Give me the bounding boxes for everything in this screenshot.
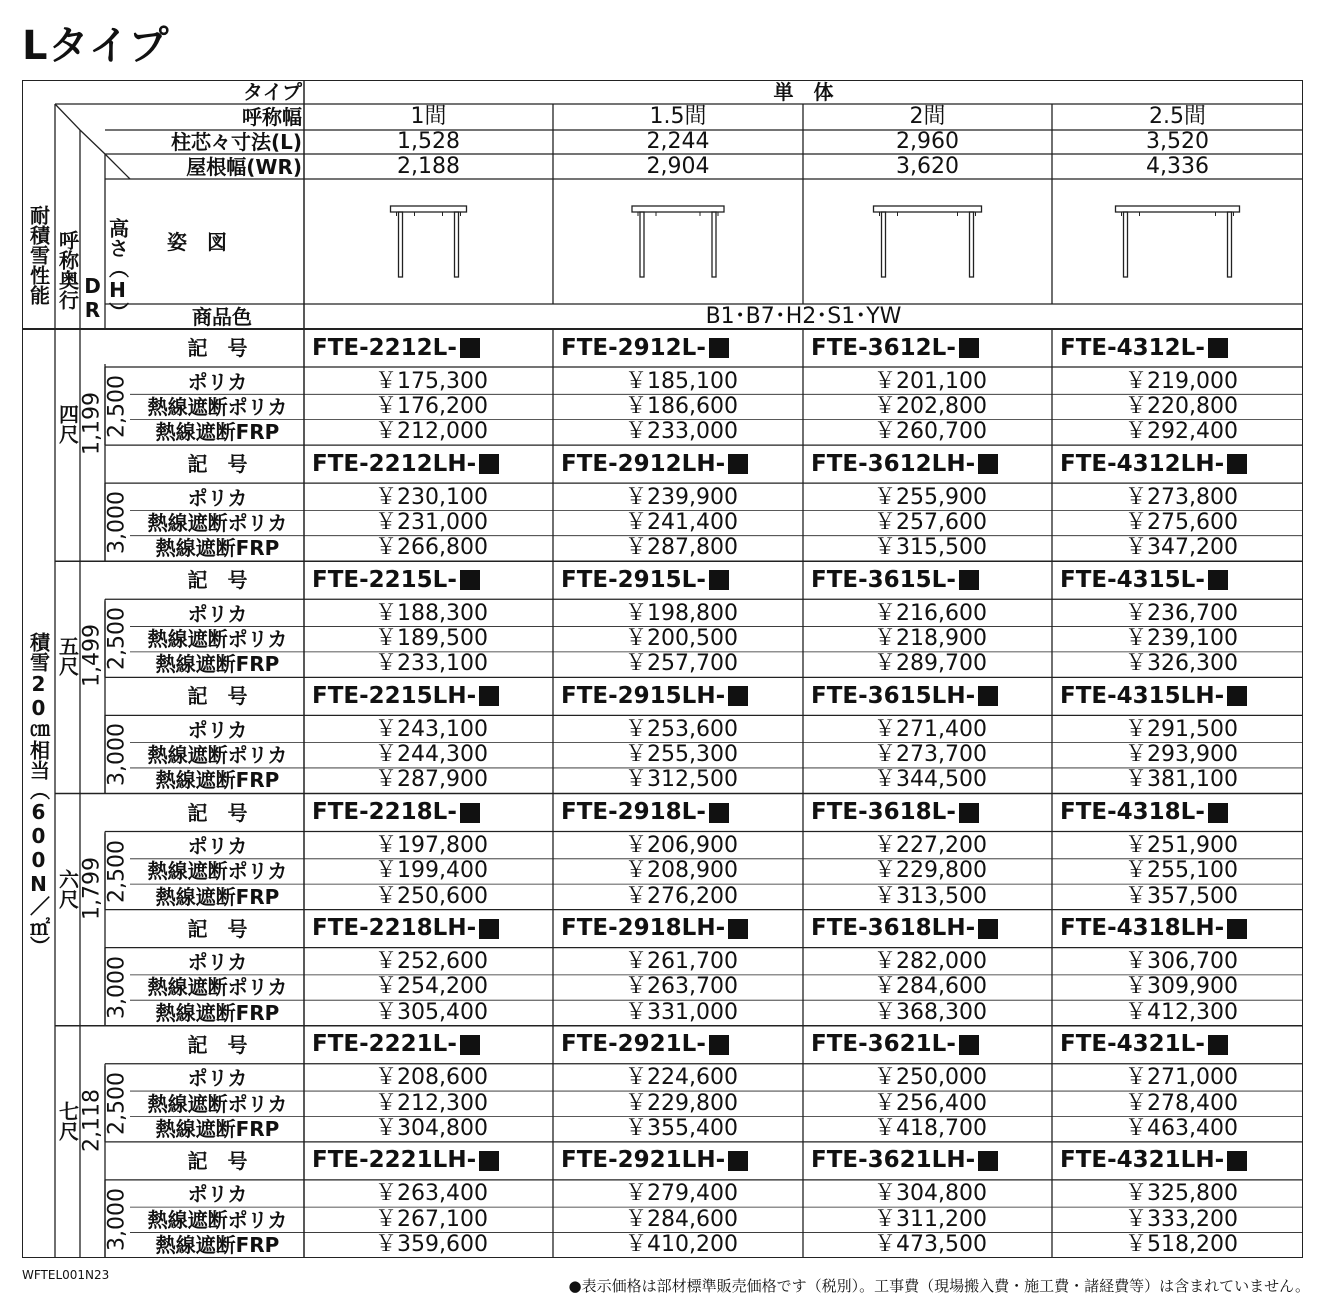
- material-label: ポリカ: [187, 485, 248, 510]
- roof-value: 2,188: [397, 153, 460, 179]
- price: ￥473,500: [874, 1231, 987, 1257]
- kigo-label: 記 号: [187, 1148, 248, 1173]
- color-code-box: [728, 919, 748, 939]
- model-code: FTE-2221LH-: [312, 1142, 553, 1180]
- color-code-box: [460, 570, 480, 590]
- price: ￥201,100: [874, 368, 987, 394]
- price: ￥229,800: [625, 1090, 738, 1116]
- price: ￥230,100: [375, 484, 488, 510]
- model-code: FTE-2218LH-: [312, 910, 553, 948]
- color-code-box: [460, 1035, 480, 1055]
- elevation-figure: [874, 206, 982, 277]
- price: ￥357,500: [1125, 883, 1238, 909]
- price: ￥220,800: [1125, 393, 1238, 419]
- color-code-box: [728, 454, 748, 474]
- color-code-box: [709, 803, 729, 823]
- price: ￥271,000: [1125, 1065, 1238, 1091]
- material-label: 熱線遮断ポリカ: [147, 859, 288, 884]
- material-label: 熱線遮断ポリカ: [147, 743, 288, 768]
- price-table: [22, 80, 1303, 1258]
- kigo-label: 記 号: [187, 916, 248, 941]
- price: ￥287,800: [625, 535, 738, 561]
- color-code-box: [479, 1151, 499, 1171]
- height-value: 2,500: [104, 375, 130, 439]
- kigo-label: 記 号: [187, 452, 248, 477]
- price: ￥333,200: [1125, 1206, 1238, 1232]
- model-code: FTE-3612LH-: [811, 445, 1052, 483]
- model-code: FTE-2921L-: [561, 1026, 803, 1064]
- price: ￥311,200: [874, 1206, 987, 1232]
- dr-value: 2,118: [79, 1089, 105, 1153]
- price: ￥304,800: [874, 1181, 987, 1207]
- model-code: FTE-2212LH-: [312, 445, 553, 483]
- width-value: 1間: [410, 104, 447, 129]
- material-label: 熱線遮断ポリカ: [147, 627, 288, 652]
- model-code: FTE-2212L-: [312, 329, 553, 367]
- depth-name: 五尺: [55, 636, 80, 677]
- model-code: FTE-4315L-: [1060, 561, 1303, 599]
- model-code: FTE-4312L-: [1060, 329, 1303, 367]
- color-code-box: [1208, 803, 1228, 823]
- material-label: 熱線遮断FRP: [155, 1232, 280, 1257]
- height-value: 3,000: [104, 1188, 130, 1252]
- price: ￥197,800: [375, 833, 488, 858]
- snow-load-label: 積雪20㎝相当（600N／㎡）: [26, 631, 51, 956]
- price: ￥224,600: [625, 1065, 738, 1091]
- document-code: WFTEL001N23: [22, 1268, 110, 1282]
- material-label: 熱線遮断ポリカ: [147, 394, 288, 419]
- price: ￥284,600: [625, 1206, 738, 1232]
- model-code: FTE-3618LH-: [811, 910, 1052, 948]
- nominal-width-label: 呼称幅: [242, 105, 302, 129]
- price: ￥287,900: [375, 767, 488, 793]
- price: ￥188,300: [375, 600, 488, 626]
- model-code: FTE-4318L-: [1060, 794, 1303, 832]
- price: ￥227,200: [874, 833, 987, 858]
- price: ￥255,900: [874, 484, 987, 510]
- color-code-box: [709, 570, 729, 590]
- price: ￥273,700: [874, 742, 987, 768]
- dr-label: DR: [80, 273, 105, 322]
- price: ￥275,600: [1125, 509, 1238, 535]
- model-code: FTE-2912LH-: [561, 445, 803, 483]
- height-value: 3,000: [104, 956, 130, 1020]
- material-label: 熱線遮断FRP: [155, 652, 280, 677]
- height-value: 2,500: [104, 607, 130, 671]
- price: ￥289,700: [874, 651, 987, 677]
- price: ￥293,900: [1125, 742, 1238, 768]
- snow-performance-label: 耐積雪性能: [26, 205, 51, 305]
- roof-value: 3,620: [896, 153, 959, 179]
- price: ￥368,300: [874, 999, 987, 1025]
- page-title: Lタイプ: [22, 23, 170, 69]
- price: ￥347,200: [1125, 535, 1238, 561]
- dr-value: 1,199: [79, 392, 105, 456]
- depth-name: 七尺: [55, 1100, 80, 1141]
- model-code: FTE-2218L-: [312, 794, 553, 832]
- price: ￥233,000: [625, 419, 738, 445]
- price: ￥257,700: [625, 651, 738, 677]
- color-code-box: [959, 338, 979, 358]
- elevation-figure: [391, 206, 467, 277]
- price: ￥331,000: [625, 999, 738, 1025]
- roof-value: 4,336: [1146, 153, 1209, 179]
- pillar-value: 2,244: [646, 129, 710, 154]
- price: ￥418,700: [874, 1115, 987, 1141]
- depth-name: 四尺: [55, 404, 80, 444]
- kigo-label: 記 号: [187, 1032, 248, 1057]
- price: ￥208,900: [625, 858, 738, 884]
- material-label: 熱線遮断ポリカ: [147, 1091, 288, 1116]
- material-label: ポリカ: [187, 950, 248, 975]
- model-code: FTE-4321L-: [1060, 1026, 1303, 1064]
- material-label: ポリカ: [187, 601, 248, 626]
- material-label: 熱線遮断FRP: [155, 1116, 280, 1141]
- material-label: ポリカ: [187, 369, 248, 394]
- model-code: FTE-4321LH-: [1060, 1142, 1303, 1180]
- model-code: FTE-4318LH-: [1060, 910, 1303, 948]
- price: ￥325,800: [1125, 1181, 1238, 1207]
- price: ￥251,900: [1125, 833, 1238, 858]
- price-note: ●表示価格は部材標準販売価格です（税別）。工事費（現場搬入費・施工費・諸経費等）は含まれていません。: [568, 1277, 1310, 1295]
- price: ￥202,800: [874, 393, 987, 419]
- height-value: 3,000: [104, 723, 130, 787]
- price: ￥199,400: [375, 858, 488, 884]
- price: ￥218,900: [874, 626, 987, 652]
- price: ￥255,100: [1125, 858, 1238, 884]
- price: ￥284,600: [874, 974, 987, 1000]
- height-label: 高さ（H）: [105, 218, 130, 322]
- model-code: FTE-2215LH-: [312, 677, 553, 715]
- price: ￥239,100: [1125, 626, 1238, 652]
- price: ￥241,400: [625, 509, 738, 535]
- model-code: FTE-4315LH-: [1060, 677, 1303, 715]
- model-code: FTE-3621LH-: [811, 1142, 1052, 1180]
- pillar-value: 1,528: [397, 129, 460, 154]
- price: ￥355,400: [625, 1115, 738, 1141]
- figure-label: 姿 図: [167, 229, 227, 254]
- model-code: FTE-3615L-: [811, 561, 1052, 599]
- price: ￥231,000: [375, 509, 488, 535]
- material-label: 熱線遮断ポリカ: [147, 975, 288, 1000]
- price: ￥260,700: [874, 419, 987, 445]
- price: ￥276,200: [625, 883, 738, 909]
- price: ￥266,800: [375, 535, 488, 561]
- price: ￥243,100: [375, 716, 488, 742]
- color-code-box: [978, 919, 998, 939]
- price: ￥198,800: [625, 600, 738, 626]
- price: ￥381,100: [1125, 767, 1238, 793]
- color-code-box: [959, 803, 979, 823]
- color-code-box: [1208, 1035, 1228, 1055]
- kigo-label: 記 号: [187, 336, 248, 360]
- roof-value: 2,904: [646, 153, 710, 179]
- pillar-value: 3,520: [1146, 129, 1209, 154]
- price: ￥518,200: [1125, 1231, 1238, 1257]
- price: ￥233,100: [375, 651, 488, 677]
- color-code-box: [978, 454, 998, 474]
- material-label: ポリカ: [187, 1066, 248, 1091]
- model-code: FTE-2915L-: [561, 561, 803, 599]
- model-code: FTE-2918L-: [561, 794, 803, 832]
- price: ￥208,600: [375, 1065, 488, 1091]
- material-label: 熱線遮断FRP: [155, 536, 280, 561]
- price: ￥200,500: [625, 626, 738, 652]
- height-value: 2,500: [104, 1072, 130, 1136]
- material-label: 熱線遮断FRP: [155, 884, 280, 909]
- color-code-box: [1227, 1151, 1247, 1171]
- price: ￥267,100: [375, 1206, 488, 1232]
- color-code-box: [728, 686, 748, 706]
- color-label: 商品色: [192, 304, 252, 329]
- pillar-value: 2,960: [896, 129, 959, 154]
- width-value: 1.5間: [649, 104, 707, 129]
- height-value: 2,500: [104, 840, 130, 903]
- price: ￥239,900: [625, 484, 738, 510]
- color-code-box: [978, 686, 998, 706]
- model-code: FTE-4312LH-: [1060, 445, 1303, 483]
- price: ￥263,400: [375, 1181, 488, 1207]
- price: ￥257,600: [874, 509, 987, 535]
- price: ￥263,700: [625, 974, 738, 1000]
- price: ￥359,600: [375, 1231, 488, 1257]
- color-code-box: [1227, 919, 1247, 939]
- price: ￥282,000: [874, 949, 987, 975]
- price: ￥326,300: [1125, 651, 1238, 677]
- price: ￥292,400: [1125, 419, 1238, 445]
- dr-value: 1,499: [79, 624, 105, 688]
- kigo-label: 記 号: [187, 684, 248, 709]
- color-code-box: [709, 338, 729, 358]
- price: ￥212,000: [375, 419, 488, 445]
- price: ￥304,800: [375, 1115, 488, 1141]
- price: ￥189,500: [375, 626, 488, 652]
- price: ￥463,400: [1125, 1115, 1238, 1141]
- model-code: FTE-2918LH-: [561, 910, 803, 948]
- price: ￥175,300: [375, 368, 488, 394]
- color-value: B1･B7･H2･S1･YW: [705, 303, 902, 329]
- price: ￥312,500: [625, 767, 738, 793]
- color-code-box: [479, 686, 499, 706]
- price: ￥305,400: [375, 999, 488, 1025]
- color-code-box: [978, 1151, 998, 1171]
- model-code: FTE-3618L-: [811, 794, 1052, 832]
- material-label: 熱線遮断FRP: [155, 420, 280, 445]
- price: ￥273,800: [1125, 484, 1238, 510]
- price: ￥216,600: [874, 600, 987, 626]
- material-label: 熱線遮断FRP: [155, 768, 280, 793]
- price: ￥252,600: [375, 949, 488, 975]
- model-code: FTE-3612L-: [811, 329, 1052, 367]
- material-label: 熱線遮断ポリカ: [147, 510, 288, 535]
- color-code-box: [1227, 686, 1247, 706]
- pillar-label: 柱芯々寸法(L): [170, 130, 302, 154]
- price: ￥291,500: [1125, 716, 1238, 742]
- price: ￥236,700: [1125, 600, 1238, 626]
- color-code-box: [479, 454, 499, 474]
- price: ￥255,300: [625, 742, 738, 768]
- kigo-label: 記 号: [187, 800, 248, 825]
- depth-label: 呼称奥行: [55, 230, 80, 310]
- price: ￥186,600: [625, 393, 738, 419]
- price: ￥279,400: [625, 1181, 738, 1207]
- elevation-figure: [632, 206, 724, 277]
- color-code-box: [1208, 338, 1228, 358]
- width-value: 2間: [909, 104, 946, 129]
- price: ￥278,400: [1125, 1090, 1238, 1116]
- price: ￥306,700: [1125, 949, 1238, 975]
- price: ￥313,500: [874, 883, 987, 909]
- price: ￥253,600: [625, 716, 738, 742]
- material-label: ポリカ: [187, 717, 248, 742]
- price: ￥250,000: [874, 1065, 987, 1091]
- color-code-box: [1227, 454, 1247, 474]
- price: ￥256,400: [874, 1090, 987, 1116]
- price: ￥212,300: [375, 1090, 488, 1116]
- model-code: FTE-2915LH-: [561, 677, 803, 715]
- model-code: FTE-2215L-: [312, 561, 553, 599]
- model-code: FTE-2921LH-: [561, 1142, 803, 1180]
- material-label: 熱線遮断ポリカ: [147, 1207, 288, 1232]
- price: ￥412,300: [1125, 999, 1238, 1025]
- color-code-box: [709, 1035, 729, 1055]
- material-label: ポリカ: [187, 834, 248, 858]
- price: ￥250,600: [375, 883, 488, 909]
- color-code-box: [728, 1151, 748, 1171]
- price: ￥185,100: [625, 368, 738, 394]
- kigo-label: 記 号: [187, 568, 248, 593]
- dr-value: 1,799: [79, 857, 105, 920]
- price: ￥271,400: [874, 716, 987, 742]
- price: ￥254,200: [375, 974, 488, 1000]
- width-value: 2.5間: [1149, 104, 1206, 129]
- height-value: 3,000: [104, 491, 130, 555]
- model-code: FTE-3621L-: [811, 1026, 1052, 1064]
- price: ￥315,500: [874, 535, 987, 561]
- depth-name: 六尺: [55, 868, 80, 909]
- color-code-box: [460, 338, 480, 358]
- price: ￥229,800: [874, 858, 987, 884]
- elevation-figure: [1116, 206, 1240, 277]
- material-label: 熱線遮断FRP: [155, 1000, 280, 1025]
- material-label: ポリカ: [187, 1182, 248, 1207]
- type-value: 単 体: [773, 80, 834, 104]
- price: ￥176,200: [375, 393, 488, 419]
- color-code-box: [1208, 570, 1228, 590]
- color-code-box: [959, 1035, 979, 1055]
- price: ￥206,900: [625, 833, 738, 858]
- price: ￥244,300: [375, 742, 488, 768]
- type-label: タイプ: [243, 80, 302, 104]
- model-code: FTE-3615LH-: [811, 677, 1052, 715]
- color-code-box: [460, 803, 480, 823]
- model-code: FTE-2221L-: [312, 1026, 553, 1064]
- color-code-box: [479, 919, 499, 939]
- price: ￥344,500: [874, 767, 987, 793]
- roof-label: 屋根幅(WR): [186, 154, 302, 179]
- price: ￥309,900: [1125, 974, 1238, 1000]
- color-code-box: [959, 570, 979, 590]
- price: ￥261,700: [625, 949, 738, 975]
- price: ￥219,000: [1125, 368, 1238, 394]
- price: ￥410,200: [625, 1231, 738, 1257]
- model-code: FTE-2912L-: [561, 329, 803, 367]
